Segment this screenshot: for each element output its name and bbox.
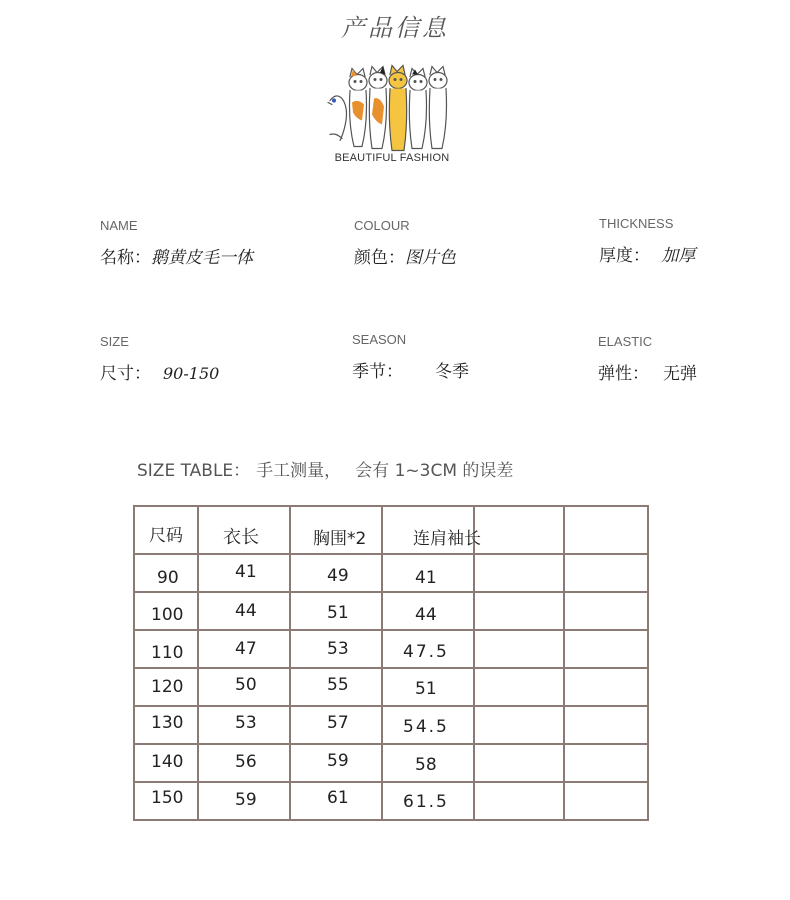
attr-label: 季节： <box>352 362 403 382</box>
table-row <box>134 592 648 630</box>
table-cell: 41 <box>198 554 290 592</box>
attr-en-label: ELASTIC <box>598 334 653 349</box>
table-cell: 51 <box>290 592 382 630</box>
attr-value: 加厚 <box>661 246 696 266</box>
table-cell <box>474 706 564 744</box>
attr-thickness <box>599 216 695 266</box>
table-row <box>134 706 648 744</box>
table-header-cell <box>564 506 648 554</box>
table-cell <box>564 554 648 592</box>
size-table-note2: 会有 1~3CM 的误差 <box>355 461 514 481</box>
table-cell: 41 <box>382 554 474 592</box>
attr-label: 名称： <box>100 248 151 268</box>
attr-en-label: SIZE <box>100 334 129 349</box>
table-cell: 59 <box>290 744 382 782</box>
table-cell: 61 <box>290 782 382 820</box>
table-header-cell: 连肩袖长 <box>382 506 474 554</box>
attr-label: 颜色： <box>354 248 405 268</box>
table-cell: 47.5 <box>382 630 474 668</box>
size-table-note: 手工测量， <box>256 461 342 481</box>
table-cell: 53 <box>290 630 382 668</box>
attr-value: 无弹 <box>663 364 697 384</box>
table-cell: 51 <box>382 668 474 706</box>
table-cell <box>474 592 564 630</box>
table-cell <box>474 668 564 706</box>
table-header-row <box>134 506 648 554</box>
table-cell: 44 <box>382 592 474 630</box>
table-cell: 130 <box>134 706 198 744</box>
table-header-cell <box>474 506 564 554</box>
table-cell <box>474 554 564 592</box>
table-cell <box>474 744 564 782</box>
table-header-cell: 尺码 <box>134 506 198 554</box>
page-title: 产品信息 <box>341 14 449 42</box>
attr-value: 图片色 <box>405 248 456 268</box>
table-cell <box>564 668 648 706</box>
attr-en-label: SEASON <box>352 332 407 347</box>
attr-en-label: THICKNESS <box>599 216 674 231</box>
table-cell: 55 <box>290 668 382 706</box>
table-cell <box>564 706 648 744</box>
table-cell <box>564 592 648 630</box>
table-cell: 59 <box>198 782 290 820</box>
table-cell: 100 <box>134 592 198 630</box>
logo-text: BEAUTIFUL FASHION <box>334 152 450 164</box>
table-cell: 140 <box>134 744 198 782</box>
attr-season <box>352 332 469 382</box>
attr-colour <box>354 218 456 268</box>
table-row <box>134 554 648 592</box>
table-cell: 110 <box>134 630 198 668</box>
table-row <box>134 630 648 668</box>
attr-en-label: NAME <box>100 218 138 233</box>
attr-label: 厚度： <box>599 246 650 266</box>
attr-en-label: COLOUR <box>354 218 410 233</box>
table-cell: 56 <box>198 744 290 782</box>
size-table-title <box>137 456 513 481</box>
table-cell: 57 <box>290 706 382 744</box>
table-cell <box>474 782 564 820</box>
attr-size <box>100 334 219 384</box>
attr-label: 弹性： <box>598 364 649 384</box>
attr-label: 尺寸： <box>100 364 151 384</box>
size-table-label: SIZE TABLE： <box>137 461 251 481</box>
table-header-cell: 胸围*2 <box>290 506 382 554</box>
table-cell <box>474 630 564 668</box>
table-cell: 90 <box>134 554 198 592</box>
table-cell: 47 <box>198 630 290 668</box>
table-cell: 58 <box>382 744 474 782</box>
attr-elastic <box>598 334 697 384</box>
table-cell: 50 <box>198 668 290 706</box>
attr-name <box>100 218 253 268</box>
table-cell <box>564 744 648 782</box>
attr-value: 90-150 <box>163 364 220 383</box>
table-row <box>134 668 648 706</box>
table-cell: 44 <box>198 592 290 630</box>
table-cell: 53 <box>198 706 290 744</box>
attr-value: 冬季 <box>435 362 469 382</box>
table-cell <box>564 630 648 668</box>
attr-value: 鹅黄皮毛一体 <box>151 248 253 268</box>
table-cell: 150 <box>134 782 198 820</box>
table-header-cell: 衣长 <box>198 506 290 554</box>
table-cell <box>564 782 648 820</box>
table-row <box>134 744 648 782</box>
table-cell: 49 <box>290 554 382 592</box>
table-cell: 54.5 <box>382 706 474 744</box>
size-table <box>133 505 649 821</box>
table-cell: 120 <box>134 668 198 706</box>
table-cell: 61.5 <box>382 782 474 820</box>
table-row <box>134 782 648 820</box>
